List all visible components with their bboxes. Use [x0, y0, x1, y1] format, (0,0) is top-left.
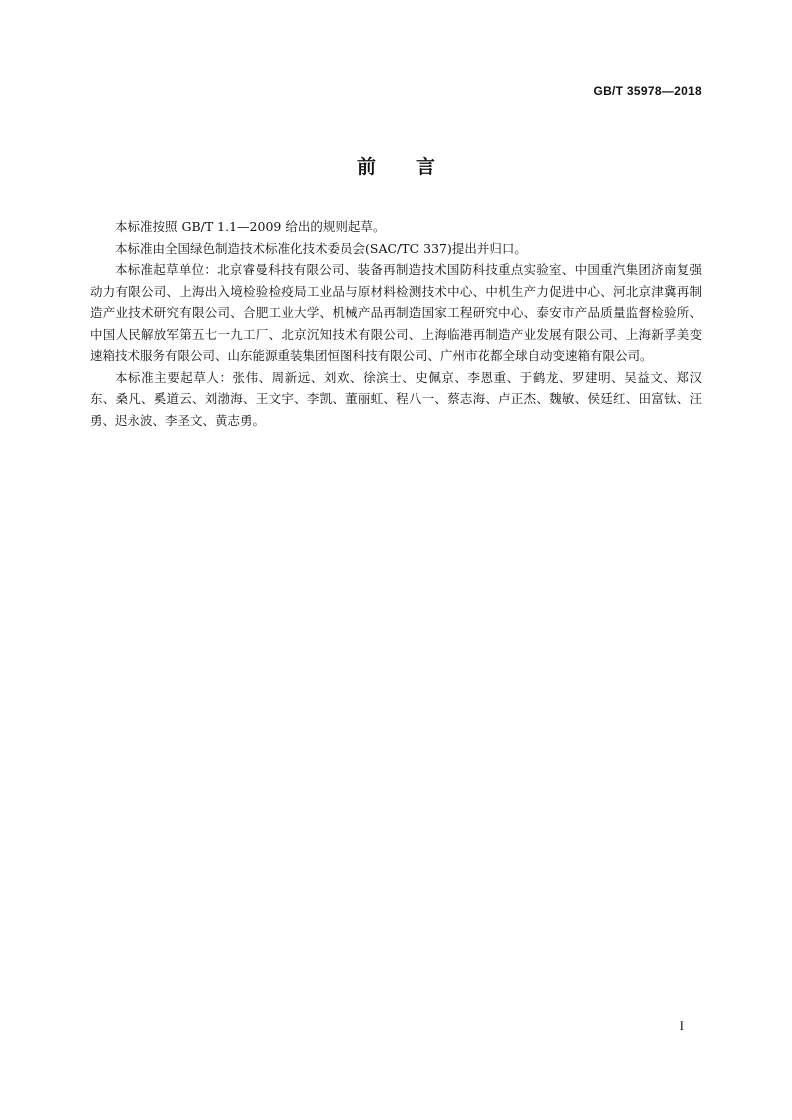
standard-number: GB/T 35978—2018	[593, 84, 702, 98]
paragraph-proposing-body: 本标准由全国绿色制造技术标准化技术委员会(SAC/TC 337)提出并归口。	[115, 240, 527, 256]
paragraph-drafting-units: 本标准起草单位：北京睿曼科技有限公司、装备再制造技术国防科技重点实验室、中国重汽集团济南复强动力有限公司、上海出入境检验检疫局工业品与原材料检测技术中心、中机生产力促进中心、河北京津冀再制造产业技术研究有限公司、合肥工业大学、机械产品再制造国家工程研究中心、泰安市产品质量监督检验所、中国人民解放军第五七一九工厂、北京沉知技术有限公司、上海临港再制造产业发展有限公司、上海新孚美变速箱技术服务有限公司、山东能源重装集团恒图科技有限公司、广州市花都全球自动变速箱有限公司。	[90, 262, 702, 363]
page-number: I	[679, 1018, 684, 1033]
paragraph-drafters: 本标准主要起草人：张伟、周新远、刘欢、徐滨士、史佩京、李恩重、于鹤龙、罗建明、吴益文、郑汉东、桑凡、奚道云、刘渤海、王文宇、李凯、董丽虹、程八一、蔡志海、卢正杰、魏敏、侯廷红、田富钛、汪勇、迟永波、李圣文、黄志勇。	[90, 369, 702, 428]
paragraph-drafting-rules: 本标准按照 GB/T 1.1—2009 给出的规则起草。	[115, 219, 386, 234]
page-title: 前言	[356, 156, 475, 178]
preface-body	[90, 216, 702, 431]
